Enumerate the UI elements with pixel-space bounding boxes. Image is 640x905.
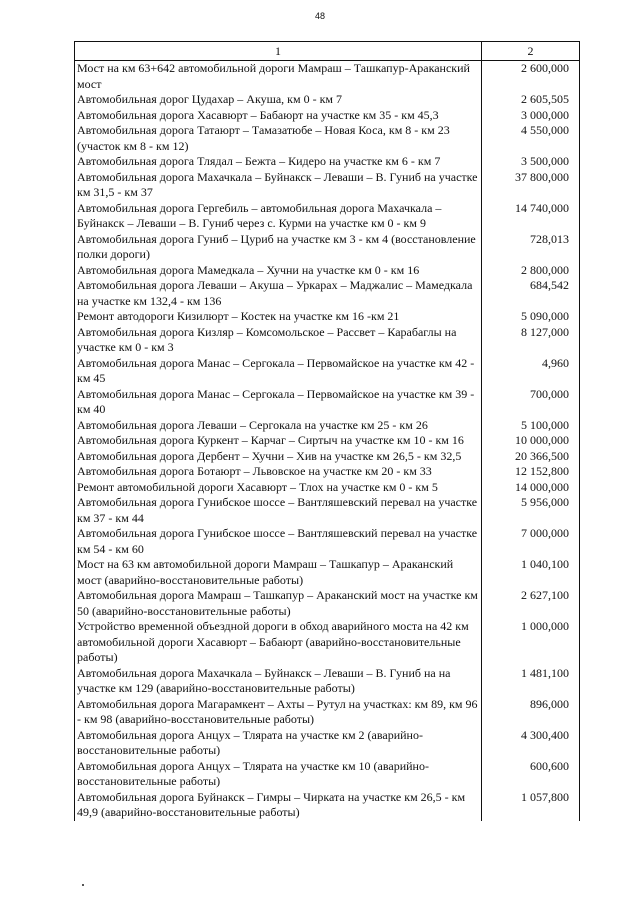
page-number: 48 [314,11,325,21]
row-description: Автомобильная дорога Мамраш – Ташкапур – Араканский мост на участке км 50 (аварийно-восстановительные работы) [75,588,482,619]
table-row [75,325,580,356]
row-description: Автомобильная дорога Буйнакск – Гимры – Чирката на участке км 26,5 - км 49,9 (аварийно-восстановительные работы) [75,790,482,821]
table-header-row [75,42,580,61]
table-row [75,495,580,526]
table-row [75,263,580,279]
table-body [75,61,580,821]
table-row [75,309,580,325]
row-amount: 1 481,100 [482,666,580,697]
row-amount: 7 000,000 [482,526,580,557]
table-row [75,526,580,557]
table-row [75,697,580,728]
row-description: Автомобильная дорога Махачкала – Буйнакск – Леваши – В. Гуниб на на участке км 129 (аварийно-восстановительные работы) [75,666,482,697]
table-row [75,557,580,588]
row-amount: 2 600,000 [482,61,580,93]
table-row [75,449,580,465]
row-description: Автомобильная дорог Цудахар – Акуша, км 0 - км 7 [75,92,482,108]
row-description: Автомобильная дорога Гуниб – Цуриб на участке км 3 - км 4 (восстановление полки дороги) [75,232,482,263]
row-amount: 728,013 [482,232,580,263]
row-amount: 5 100,000 [482,418,580,434]
document-table [74,41,580,821]
row-amount: 4 550,000 [482,123,580,154]
column-header-2: 2 [482,42,580,61]
table-row [75,356,580,387]
table-row [75,232,580,263]
column-header-1: 1 [75,42,482,61]
row-amount: 1 000,000 [482,619,580,666]
table-row [75,154,580,170]
row-amount: 1 057,800 [482,790,580,821]
table-row [75,728,580,759]
row-description: Автомобильная дорога Махачкала – Буйнакск – Леваши – В. Гуниб на участке км 31,5 - км 37 [75,170,482,201]
row-amount: 4 300,400 [482,728,580,759]
row-amount: 3 500,000 [482,154,580,170]
table-row [75,61,580,93]
row-description: Автомобильная дорога Леваши – Акуша – Уркарах – Маджалис – Мамедкала на участке км 132,4 - км 136 [75,278,482,309]
row-description: Мост на 63 км автомобильной дороги Мамраш – Ташкапур – Араканский мост (аварийно-восстановительные работы) [75,557,482,588]
row-description: Ремонт автодороги Кизилюрт – Костек на участке км 16 -км 21 [75,309,482,325]
row-amount: 2 605,505 [482,92,580,108]
row-amount: 3 000,000 [482,108,580,124]
scan-mark [82,884,84,886]
row-description: Автомобильная дорога Манас – Сергокала – Первомайское на участке км 42 - км 45 [75,356,482,387]
row-description: Автомобильная дорога Татаюрт – Тамазатюбе – Новая Коса, км 8 - км 23 (участок км 8 - км 12) [75,123,482,154]
row-description: Автомобильная дорога Мамедкала – Хучни на участке км 0 - км 16 [75,263,482,279]
table-row [75,666,580,697]
table-row [75,123,580,154]
table-row [75,480,580,496]
row-description: Автомобильная дорога Леваши – Сергокала на участке км 25 - км 26 [75,418,482,434]
table-row [75,418,580,434]
table-row [75,619,580,666]
row-description: Автомобильная дорога Гергебиль – автомобильная дорога Махачкала – Буйнакск – Леваши – В. Гуниб через с. Курми на участке км 0 - км 9 [75,201,482,232]
row-amount: 37 800,000 [482,170,580,201]
row-amount: 4,960 [482,356,580,387]
row-amount: 684,542 [482,278,580,309]
table-row [75,790,580,821]
row-amount: 10 000,000 [482,433,580,449]
row-amount: 8 127,000 [482,325,580,356]
table-row [75,170,580,201]
row-description: Автомобильная дорога Куркент – Карчаг – Сиртыч на участке км 10 - км 16 [75,433,482,449]
table-header [75,42,580,61]
row-description: Автомобильная дорога Гунибское шоссе – Вантляшевский перевал на участке км 37 - км 44 [75,495,482,526]
row-amount: 896,000 [482,697,580,728]
row-description: Автомобильная дорога Гунибское шоссе – Вантляшевский перевал на участке км 54 - км 60 [75,526,482,557]
row-amount: 14 000,000 [482,480,580,496]
row-amount: 20 366,500 [482,449,580,465]
row-description: Автомобильная дорога Ботаюрт – Львовское на участке км 20 - км 33 [75,464,482,480]
table-row [75,464,580,480]
row-amount: 700,000 [482,387,580,418]
row-description: Автомобильная дорога Магарамкент – Ахты – Рутул на участках: км 89, км 96 - км 98 (аварийно-восстановительные работы) [75,697,482,728]
table-row [75,759,580,790]
row-amount: 1 040,100 [482,557,580,588]
table-row [75,92,580,108]
row-description: Автомобильная дорога Анцух – Тлярата на участке км 2 (аварийно-восстановительные работы) [75,728,482,759]
row-description: Автомобильная дорога Хасавюрт – Бабаюрт на участке км 35 - км 45,3 [75,108,482,124]
row-description: Устройство временной объездной дороги в обход аварийного моста на 42 км автомобильной дороги Хасавюрт – Бабаюрт (аварийно-восстановительные работы) [75,619,482,666]
table-row [75,108,580,124]
row-description: Мост на км 63+642 автомобильной дороги Мамраш – Ташкапур-Араканский мост [75,61,482,93]
row-amount: 2 800,000 [482,263,580,279]
row-description: Автомобильная дорога Тлядал – Бежта – Кидеро на участке км 6 - км 7 [75,154,482,170]
table-row [75,201,580,232]
table-row [75,433,580,449]
row-description: Автомобильная дорога Манас – Сергокала – Первомайское на участке км 39 - км 40 [75,387,482,418]
table-row [75,278,580,309]
row-description: Автомобильная дорога Дербент – Хучни – Хив на участке км 26,5 - км 32,5 [75,449,482,465]
row-amount: 14 740,000 [482,201,580,232]
row-amount: 2 627,100 [482,588,580,619]
table-row [75,588,580,619]
row-description: Ремонт автомобильной дороги Хасавюрт – Тлох на участке км 0 - км 5 [75,480,482,496]
row-description: Автомобильная дорога Анцух – Тлярата на участке км 10 (аварийно-восстановительные работы) [75,759,482,790]
table-row [75,387,580,418]
row-amount: 5 090,000 [482,309,580,325]
row-amount: 600,600 [482,759,580,790]
row-amount: 12 152,800 [482,464,580,480]
row-amount: 5 956,000 [482,495,580,526]
row-description: Автомобильная дорога Кизляр – Комсомольское – Рассвет – Карабаглы на участке км 0 - км 3 [75,325,482,356]
